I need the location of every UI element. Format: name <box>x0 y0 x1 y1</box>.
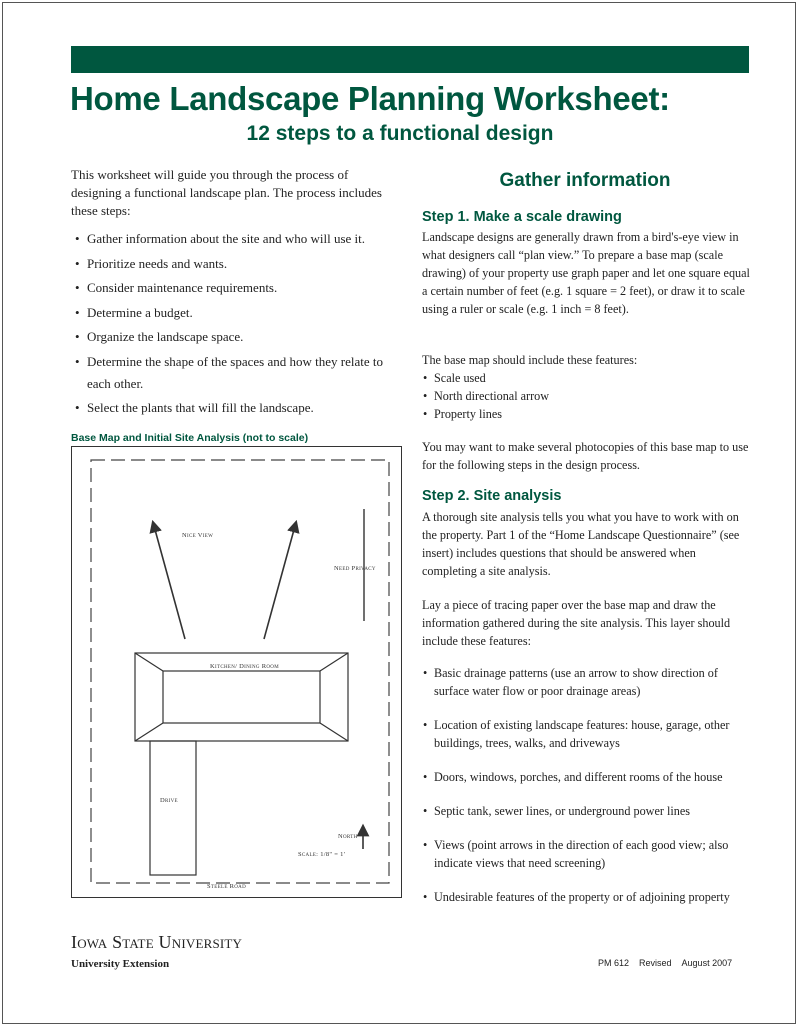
road-label: Steele Road <box>207 883 246 890</box>
list-item: • Consider maintenance requirements. <box>71 277 401 299</box>
step2-features-intro: Lay a piece of tracing paper over the base map and draw the information gathered during the site analysis. This layer should include these features: <box>422 598 731 648</box>
step2-paragraph: A thorough site analysis tells you what you have to work with on the property. Part 1 of the “Home Landscape Questionnaire” (see insert) includes questions that should be answered when completing a site analysis. <box>422 510 740 578</box>
base-map <box>71 446 402 898</box>
list-item: • Septic tank, sewer lines, or underground power lines <box>422 802 752 820</box>
header-bar <box>71 46 749 73</box>
driveway <box>150 741 196 875</box>
page-title: Home Landscape Planning Worksheet: <box>70 80 670 117</box>
list-item: • Views (point arrows in the direction of each good view; also indicate views that need screening) <box>422 836 752 872</box>
step1-paragraph: Landscape designs are generally drawn from a bird's-eye view in what designers call “plan view.” To prepare a base map (scale drawing) of your property use graph paper and let one square equal a certain number of feet (e.g. 1 square = 2 feet), or draw it to scale using a ruler or scale (e.g. 1 inch = 8 feet). <box>422 230 750 316</box>
list-item: • Doors, windows, porches, and different rooms of the house <box>422 768 752 786</box>
university-logo: Iowa State University <box>71 932 243 952</box>
need-privacy-label: Need Privacy <box>334 565 376 572</box>
list-item: • Location of existing landscape features: house, garage, other buildings, trees, walks, and driveways <box>422 716 752 752</box>
list-item: • Gather information about the site and who will use it. <box>71 228 401 250</box>
view-arrow-left <box>154 526 185 639</box>
list-item: • Select the plants that will fill the landscape. <box>71 397 401 419</box>
nice-view-label: Nice View <box>182 532 214 539</box>
steps-list <box>71 228 401 422</box>
step1-features-intro: The base map should include these features: <box>422 353 638 367</box>
list-item: • Determine a budget. <box>71 302 401 324</box>
pub-number: PM 612 <box>598 958 630 968</box>
step1-heading: Step 1. Make a scale drawing <box>422 209 622 225</box>
map-drawing <box>72 447 403 899</box>
section-heading: Gather information <box>499 170 671 191</box>
kitchen-label: Kitchen/ Dining Room <box>210 663 279 670</box>
step1-note: You may want to make several photocopies of this base map to use for the following steps in the design process. <box>422 440 749 472</box>
list-item: • Organize the landscape space. <box>71 326 401 348</box>
north-label: North <box>338 833 358 840</box>
page-subtitle: 12 steps to a functional design <box>246 122 554 145</box>
list-item: • Basic drainage patterns (use an arrow to show direction of surface water flow or poor drainage areas) <box>422 664 752 700</box>
list-item: • Undesirable features of the property or of adjoining property <box>422 888 752 906</box>
step2-features <box>422 664 752 922</box>
publication-info <box>598 958 732 968</box>
list-item: • North directional arrow <box>422 387 752 405</box>
step2-heading: Step 2. Site analysis <box>422 488 562 504</box>
list-item: • Scale used <box>422 369 752 387</box>
list-item: • Prioritize needs and wants. <box>71 253 401 275</box>
intro-paragraph: This worksheet will guide you through the process of designing a functional landscape plan. The process includes these steps: <box>71 167 382 218</box>
pub-date: August 2007 <box>681 958 733 968</box>
map-caption: Base Map and Initial Site Analysis (not to scale) <box>71 432 309 444</box>
scale-label: Scale: 1/8" = 1' <box>298 851 346 858</box>
list-item: • Determine the shape of the spaces and how they relate to each other. <box>71 351 401 395</box>
step1-features <box>422 369 752 423</box>
revised-label: Revised <box>639 958 672 968</box>
list-item: • Property lines <box>422 405 752 423</box>
extension-label: University Extension <box>71 958 170 970</box>
view-arrow-right <box>264 526 295 639</box>
drive-label: Drive <box>160 797 178 804</box>
